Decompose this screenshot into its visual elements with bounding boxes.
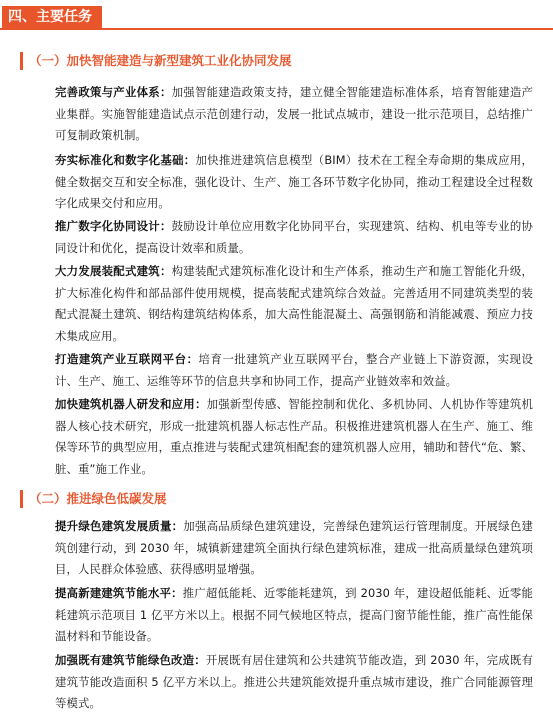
paragraph <box>55 650 533 714</box>
paragraph-label: 大力发展装配式建筑： <box>55 264 172 278</box>
section-title: 四、主要任务 <box>2 6 102 28</box>
paragraph-text: 培育一批建筑产业互联网平台，整合产业链上下游资源，实现设计、生产、施工、运维等环节的信息共享和协同工作，提高产业链效率和效益。 <box>55 352 533 388</box>
subsection-heading-2: （二）推进绿色低碳发展 <box>20 490 167 508</box>
paragraph-text: 加快推进建筑信息模型（BIM）技术在工程全寿命期的集成应用，健全数据交互和安全标准，强化设计、生产、施工各环节数字化协同，推动工程建设全过程数字化成果交付和应用。 <box>55 153 533 211</box>
paragraph-label: 夯实标准化和数字化基础： <box>55 153 196 167</box>
paragraph-text: 加强新型传感、智能控制和优化、多机协同、人机协作等建筑机器人核心技术研究，形成一批建筑机器人标志性产品。积极推进建筑机器人在生产、施工、维保等环节的典型应用，重点推进与装配式建筑相配套的建筑机器人应用，辅助和替代“危、繁、脏、重”施工作业。 <box>55 397 533 476</box>
paragraph <box>55 583 533 648</box>
paragraph-label: 提高新建建筑节能水平： <box>55 586 183 600</box>
paragraph-label: 加强既有建筑节能绿色改造： <box>55 653 206 667</box>
paragraph <box>55 394 533 480</box>
paragraph-label: 加快建筑机器人研发和应用： <box>55 397 207 411</box>
paragraph-label: 完善政策与产业体系： <box>55 85 172 99</box>
paragraph-label: 提升绿色建筑发展质量： <box>55 519 184 533</box>
paragraph <box>55 349 533 392</box>
paragraph-text: 推广超低能耗、近零能耗建筑，到 2030 年，建设超低能耗、近零能耗建筑示范项目 1 亿平方米以上。根据不同气候地区特点，提高门窗节能性能，推广高性能保温材料和节能设备。 <box>55 586 533 644</box>
paragraph-label: 打造建筑产业互联网平台： <box>55 352 199 366</box>
paragraph-text: 加强高品质绿色建筑建设，完善绿色建筑运行管理制度。开展绿色建筑创建行动，到 2030 年，城镇新建建筑全面执行绿色建筑标准，建成一批高质量绿色建筑项目，人民群众体验感、获得感明显增强。 <box>55 519 533 577</box>
paragraph-label: 推广数字化协同设计： <box>55 219 172 233</box>
paragraph <box>55 261 533 347</box>
paragraph <box>55 150 533 215</box>
paragraph-text: 构建装配式建筑标准化设计和生产体系，推动生产和施工智能化升级，扩大标准化构件和部品部件使用规模，提高装配式建筑综合效益。完善适用不同建筑类型的装配式混凝土建筑、钢结构建筑结构体系，加大高性能混凝土、高强钢筋和消能减震、预应力技术集成应用。 <box>55 264 533 343</box>
paragraph-text: 开展既有居住建筑和公共建筑节能改造，到 2030 年，完成既有建筑节能改造面积 5 亿平方米以上。推进公共建筑能效提升重点城市建设，推广合同能源管理等模式。 <box>55 653 533 711</box>
section-header <box>0 4 553 30</box>
paragraph <box>55 82 533 147</box>
paragraph <box>55 516 533 581</box>
paragraph-text: 加强智能建造政策支持，建立健全智能建造标准体系，培育智能建造产业集群。实施智能建造试点示范创建行动，发展一批试点城市，建设一批示范项目，总结推广可复制政策机制。 <box>55 85 533 143</box>
subsection-heading-1: （一）加快智能建造与新型建筑工业化协同发展 <box>20 52 292 70</box>
paragraph-text: 鼓励设计单位应用数字化协同平台，实现建筑、结构、机电等专业的协同设计和优化，提高设计效率和质量。 <box>55 219 533 255</box>
paragraph <box>55 216 533 259</box>
